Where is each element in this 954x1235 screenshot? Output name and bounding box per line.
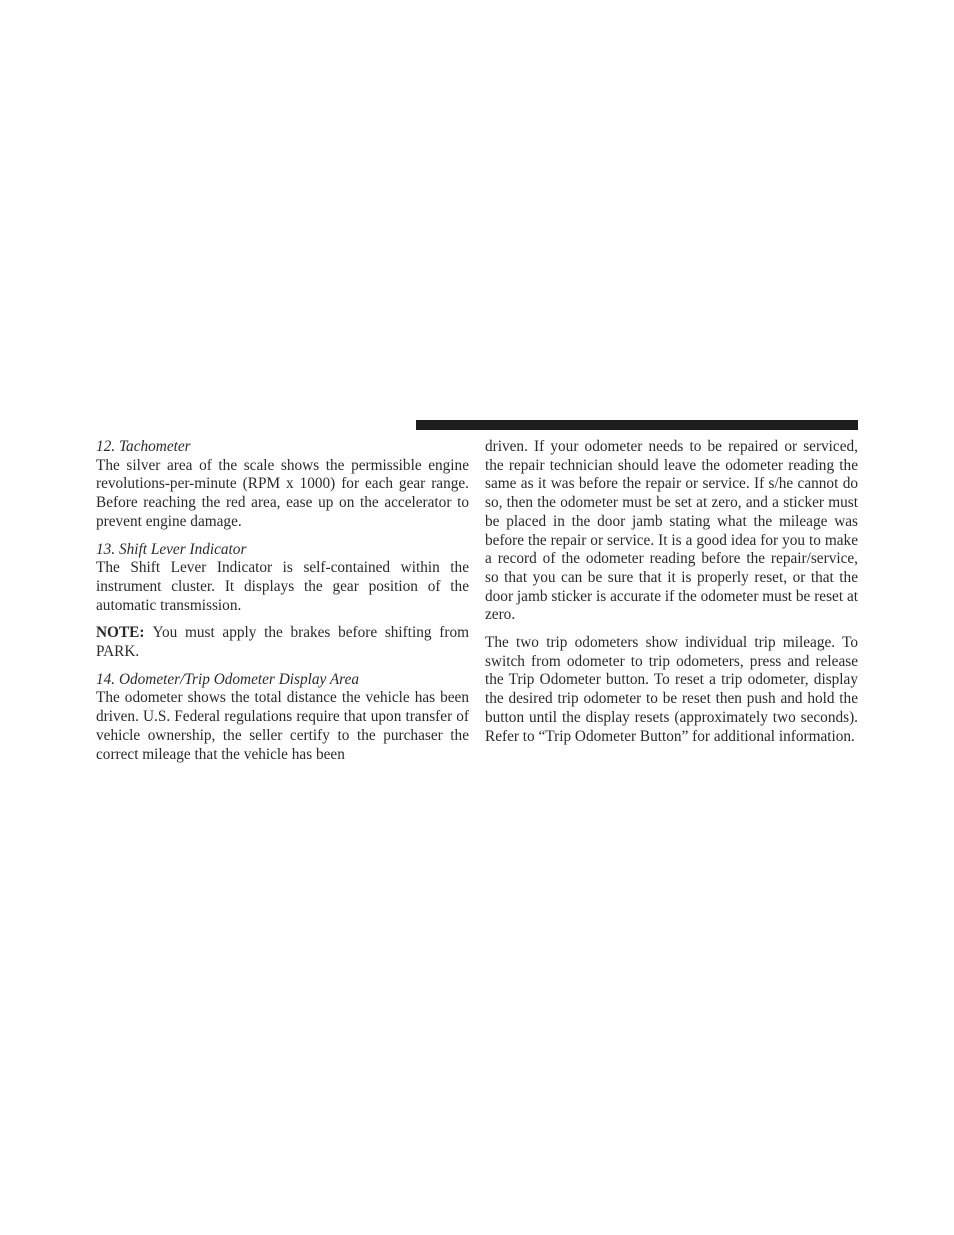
odometer-heading: 14. Odometer/Trip Odometer Display Area — [96, 670, 360, 688]
tachometer-body: The silver area of the scale shows the permissible engine revolutions-per-minute (RPM x 1000) for each gear range. Before reaching the red area, ease up on the accelerator to prevent engine damage. — [96, 456, 469, 530]
trip-odometers-paragraph: The two trip odometers show individual trip mileage. To switch from odometer to trip odometers, press and release the Trip Odometer button. To reset a trip odometer, display the desired trip odometer to be reset then push and hold the button until the display resets (approximately two seconds). Refer to “Trip Odometer Button” for additional information. — [485, 634, 858, 745]
odometer-body-continued: driven. If your odometer needs to be repaired or serviced, the repair technician should leave the odometer reading the same as it was before the repair or service. If s/he cannot do so, then the odometer must be set at zero, and a sticker must be placed in the door jamb stating what the mileage was before the repair or service. It is a good idea for you to make a record of the odometer reading before the repair/service, so that you can be sure that it is properly reset, or that the door jamb sticker is accurate if the odometer must be reset at zero. — [485, 438, 858, 624]
note-paragraph — [96, 624, 469, 661]
left-column — [96, 438, 469, 773]
odometer-section — [96, 671, 469, 765]
note-text: You must apply the brakes before shifting from PARK. — [96, 624, 469, 661]
section-header-bar — [416, 420, 858, 430]
tachometer-section — [96, 438, 469, 532]
shift-lever-body: The Shift Lever Indicator is self-contained within the instrument cluster. It displays the gear position of the automatic transmission. — [96, 559, 469, 614]
odometer-body: The odometer shows the total distance the vehicle has been driven. U.S. Federal regulations require that upon transfer of vehicle ownership, the seller certify to the purchaser the correct mileage that the vehicle has been — [96, 689, 469, 763]
right-column — [485, 438, 858, 746]
shift-lever-heading: 13. Shift Lever Indicator — [96, 540, 247, 558]
shift-lever-section — [96, 541, 469, 616]
tachometer-heading: 12. Tachometer — [96, 438, 191, 455]
note-label: NOTE: — [96, 624, 145, 642]
note-section — [96, 624, 469, 661]
